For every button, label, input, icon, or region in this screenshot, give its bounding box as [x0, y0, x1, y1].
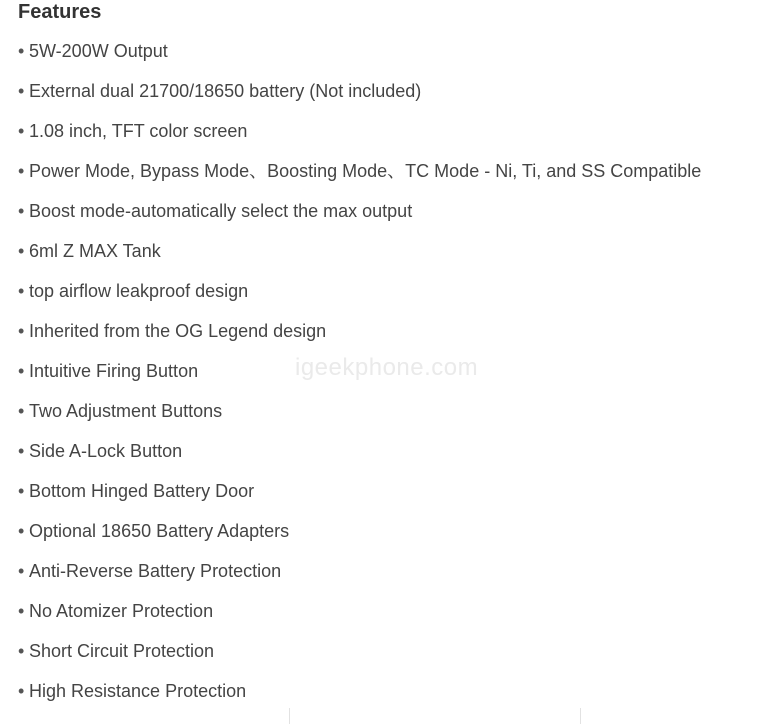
bullet-icon: •	[18, 81, 25, 101]
feature-text: Inherited from the OG Legend design	[29, 321, 327, 341]
feature-item	[18, 639, 701, 679]
feature-item	[18, 679, 701, 719]
feature-item	[18, 599, 701, 639]
feature-text: top airflow leakproof design	[29, 281, 249, 301]
bullet-icon: •	[18, 441, 25, 461]
feature-text: 1.08 inch, TFT color screen	[29, 121, 248, 141]
feature-text: 5W-200W Output	[29, 41, 168, 61]
bullet-icon: •	[18, 161, 25, 181]
feature-item	[18, 119, 701, 159]
column-divider	[289, 708, 290, 724]
watermark: igeekphone.com	[295, 354, 479, 381]
feature-text: Anti-Reverse Battery Protection	[29, 561, 282, 581]
bullet-icon: •	[18, 681, 25, 701]
bullet-icon: •	[18, 401, 25, 421]
feature-item	[18, 559, 701, 599]
section-title: Features	[18, 1, 102, 23]
feature-item	[18, 159, 701, 199]
feature-item	[18, 439, 701, 479]
bullet-icon: •	[18, 601, 25, 621]
feature-text: High Resistance Protection	[29, 681, 247, 701]
column-divider	[580, 708, 581, 724]
feature-item	[18, 519, 701, 559]
bullet-icon: •	[18, 241, 25, 261]
bullet-icon: •	[18, 121, 25, 141]
bullet-icon: •	[18, 281, 25, 301]
bullet-icon: •	[18, 321, 25, 341]
feature-text: Boost mode-automatically select the max output	[29, 201, 413, 221]
feature-text: No Atomizer Protection	[29, 601, 214, 621]
feature-item	[18, 479, 701, 519]
feature-text: Side A-Lock Button	[29, 441, 183, 461]
feature-text: 6ml Z MAX Tank	[29, 241, 161, 261]
bullet-icon: •	[18, 41, 25, 61]
feature-item	[18, 199, 701, 239]
bullet-icon: •	[18, 201, 25, 221]
bullet-icon: •	[18, 641, 25, 661]
feature-item	[18, 79, 701, 119]
feature-text: Optional 18650 Battery Adapters	[29, 521, 290, 541]
feature-text: Intuitive Firing Button	[29, 361, 199, 381]
feature-text: Power Mode, Bypass Mode、Boosting Mode、TC Mode - Ni, Ti, and SS Compatible	[29, 161, 702, 181]
bullet-icon: •	[18, 521, 25, 541]
bullet-icon: •	[18, 561, 25, 581]
bullet-icon: •	[18, 481, 25, 501]
feature-text: Two Adjustment Buttons	[29, 401, 223, 421]
feature-item	[18, 399, 701, 439]
feature-item	[18, 39, 701, 79]
bullet-icon: •	[18, 361, 25, 381]
feature-item	[18, 239, 701, 279]
feature-text: Bottom Hinged Battery Door	[29, 481, 255, 501]
feature-item	[18, 279, 701, 319]
feature-text: Short Circuit Protection	[29, 641, 215, 661]
feature-text: External dual 21700/18650 battery (Not included)	[29, 81, 422, 101]
